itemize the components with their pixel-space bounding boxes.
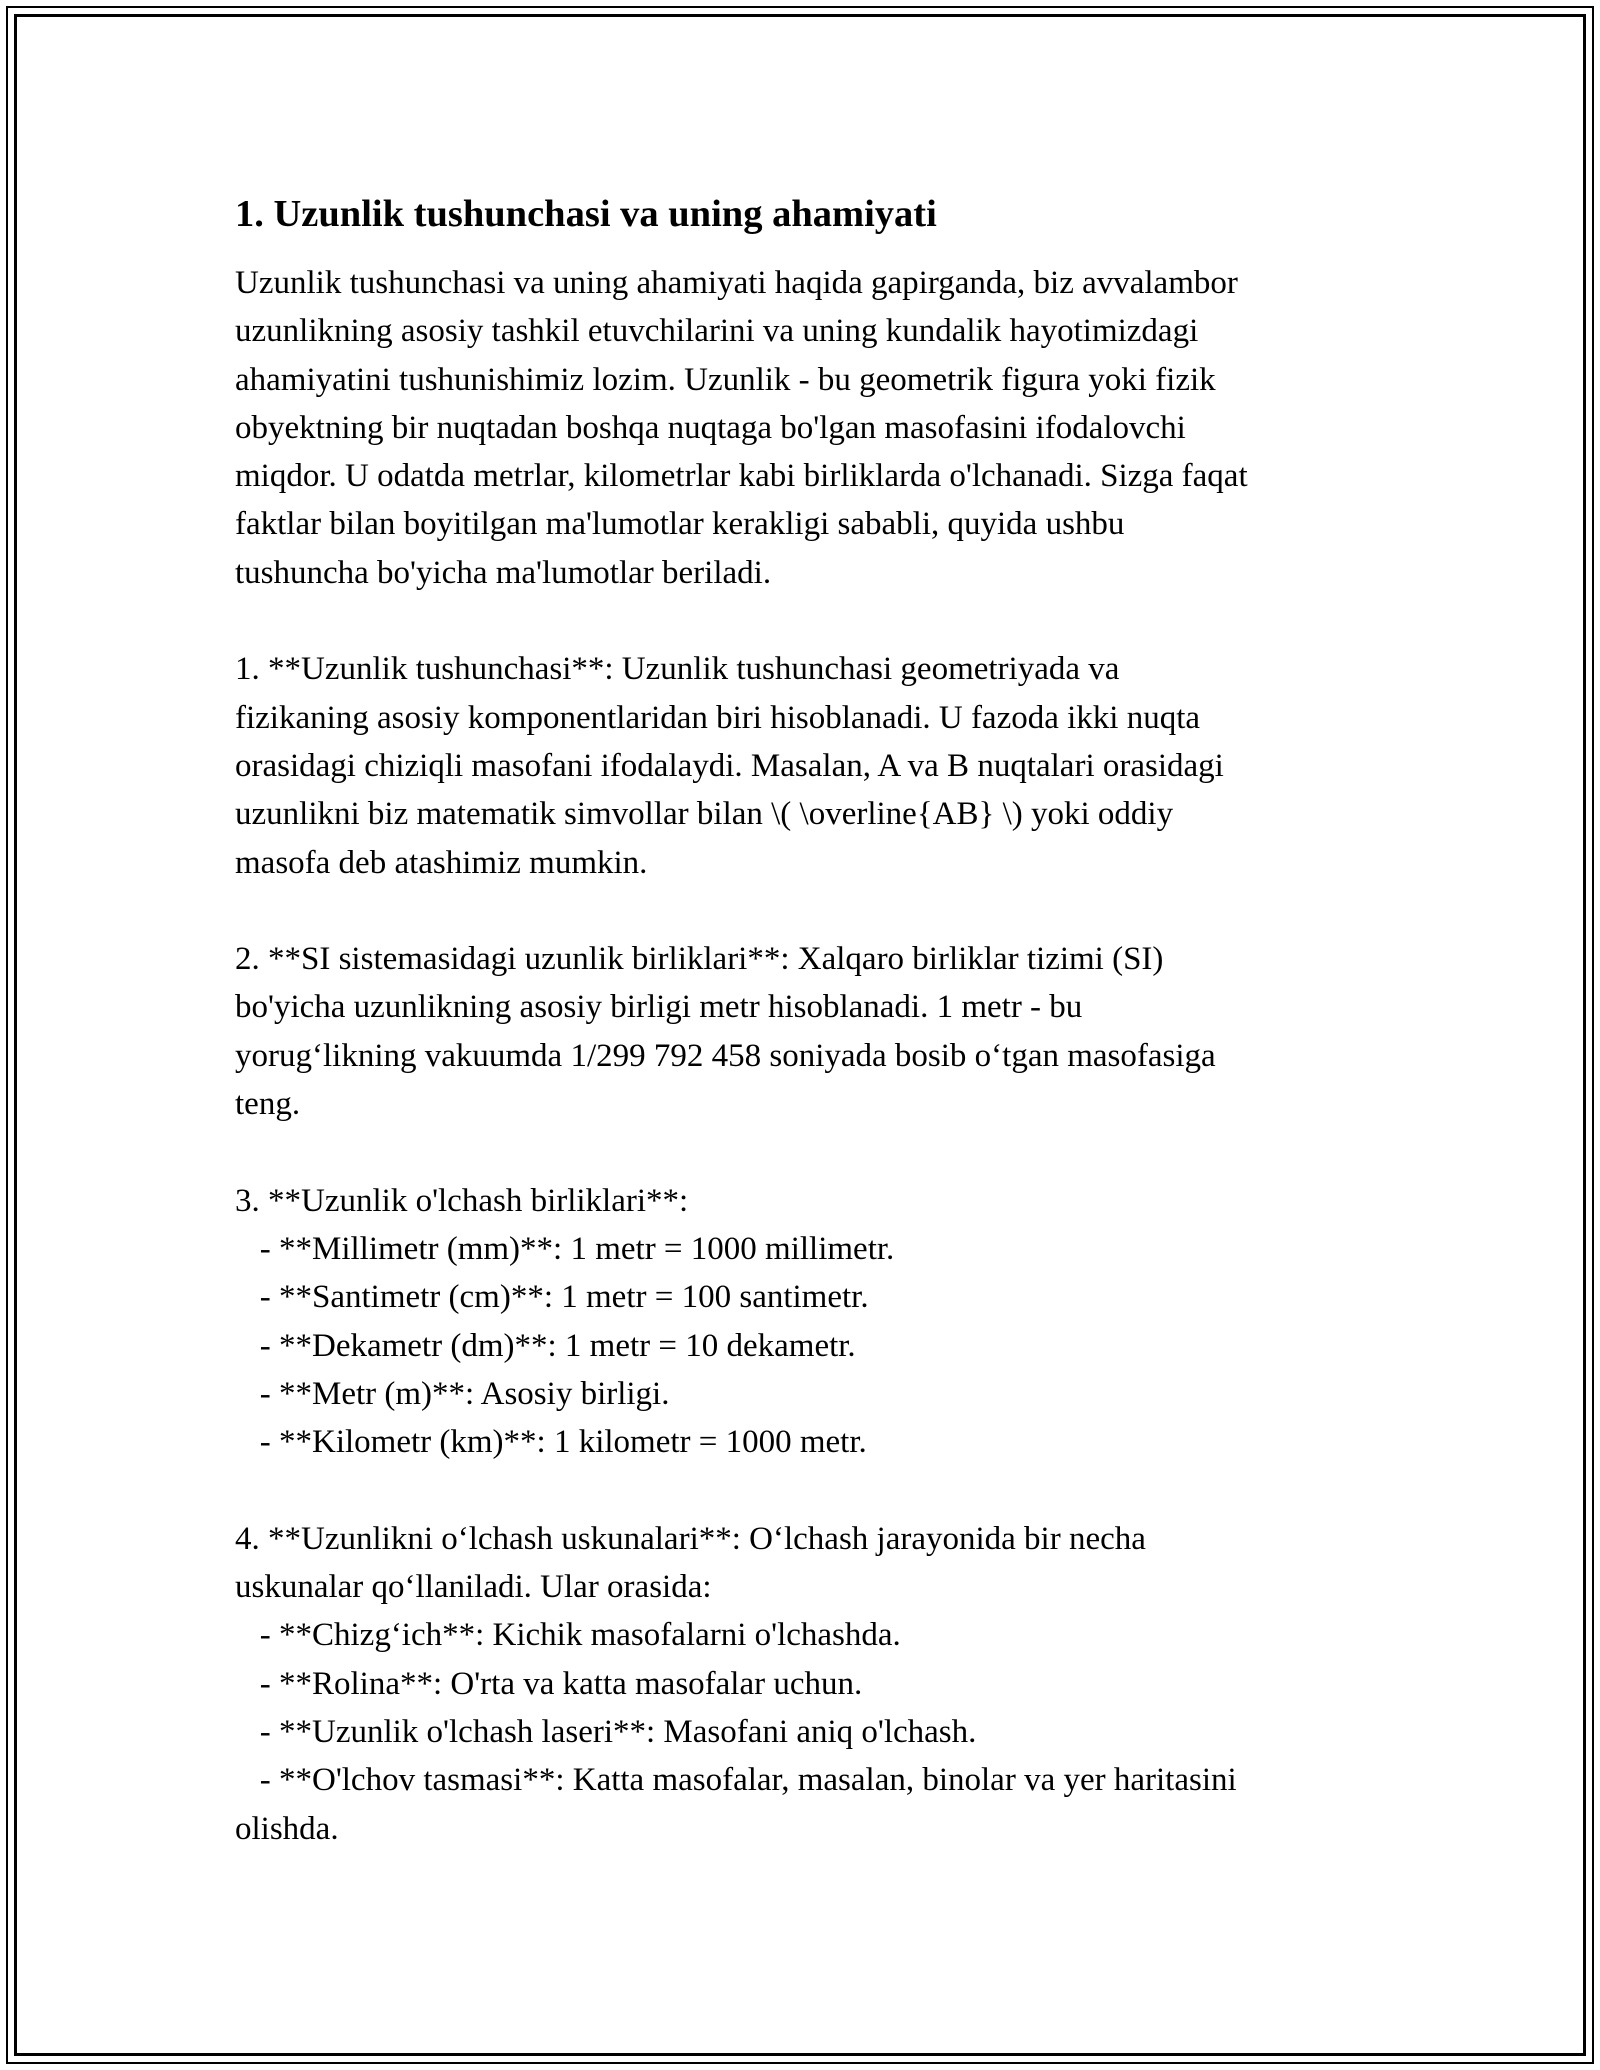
document-content [235,186,1375,1853]
document-body: Uzunlik tushunchasi va uning ahamiyati haqida gapirganda, biz avvalambor uzunlikning asosiy tashkil etuvchilarini va uning kundalik hayotimizdagi ahamiyatini tushunishimiz lozim. Uzunlik - bu geometrik figura yoki fizik obyektning bir nuqtadan boshqa nuqtaga bo'lgan masofasini ifodalovchi miqdor. U odatda metrlar, kilometrlar kabi birliklarda o'lchanadi. Sizga faqat faktlar bilan boyitilgan ma'lumotlar kerakligi sababli, quyida ushbu tushuncha bo'yicha ma'lumotlar beriladi. 1. **Uzunlik tushunchasi**: Uzunlik tushunchasi geometriyada va fizikaning asosiy komponentlaridan biri hisoblanadi. U fazoda ikki nuqta orasidagi chiziqli masofani ifodalaydi. Masalan, A va B nuqtalari orasidagi uzunlikni biz matematik simvollar bilan \( \overline{AB} \) yoki oddiy masofa deb atashimiz mumkin. 2. **SI sistemasidagi uzunlik birliklari**: Xalqaro birliklar tizimi (SI) bo'yicha uzunlikning asosiy birligi metr hisoblanadi. 1 metr - bu yorug‘likning vakuumda 1/299 792 458 soniyada bosib o‘tgan masofasiga teng. 3. **Uzunlik o'lchash birliklari**: - **Millimetr (mm)**: 1 metr = 1000 millimetr. - **Santimetr (cm)**: 1 metr = 100 santimetr. - **Dekametr (dm)**: 1 metr = 10 dekametr. - **Metr (m)**: Asosiy birligi. - **Kilometr (km)**: 1 kilometr = 1000 metr. 4. **Uzunlikni o‘lchash uskunalari**: O‘lchash jarayonida bir necha uskunalar qo‘llaniladi. Ular orasida: - **Chizg‘ich**: Kichik masofalarni o'lchashda. - **Rolina**: O'rta va katta masofalar uchun. - **Uzunlik o'lchash laseri**: Masofani aniq o'lchash. - **O'lchov tasmasi**: Katta masofalar, masalan, binolar va yer haritasini olishda. [235,265,1248,1847]
document-title: 1. Uzunlik tushunchasi va uning ahamiyati [235,193,937,235]
